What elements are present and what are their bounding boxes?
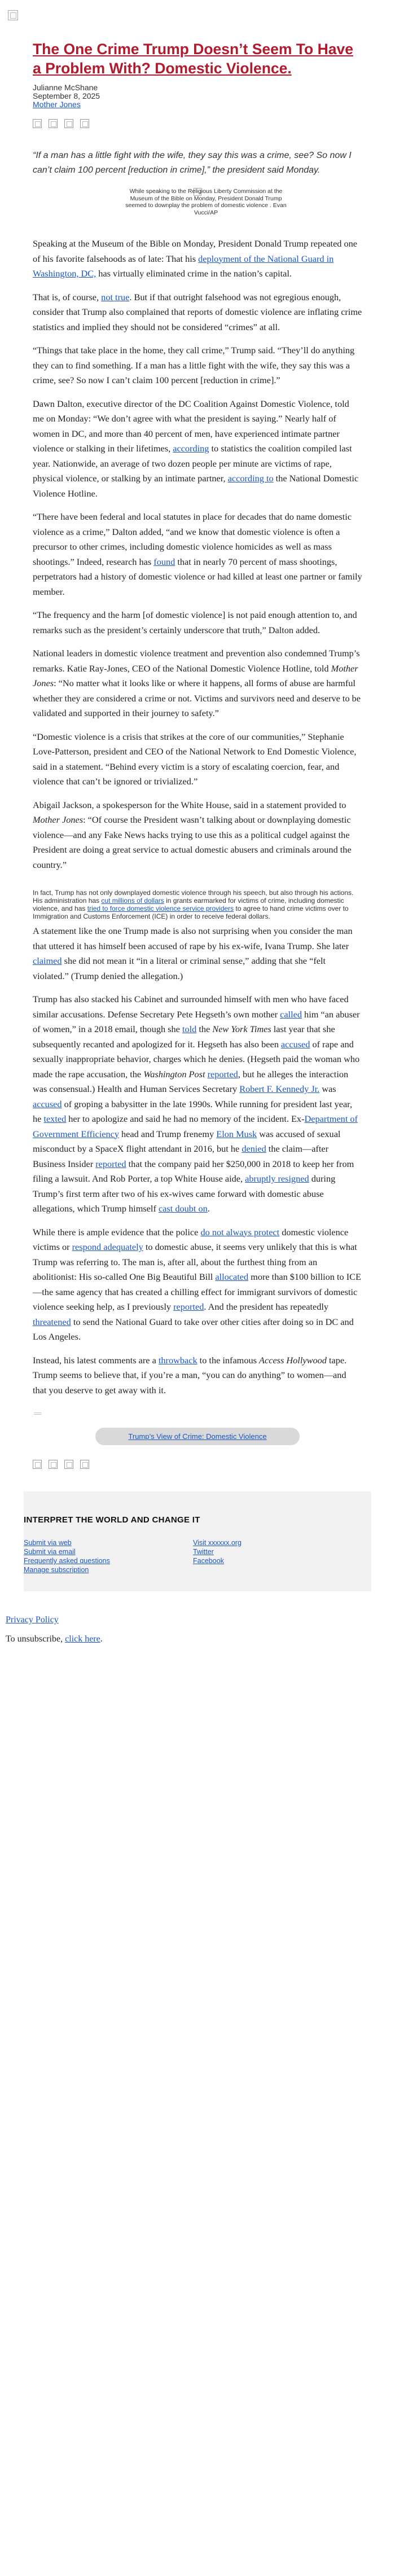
- footer-heading: INTERPRET THE WORLD AND CHANGE IT: [24, 1515, 200, 1525]
- unsubscribe-link[interactable]: click here: [65, 1634, 100, 1644]
- paragraph: “Domestic violence is a crisis that strikes at the core of our communities,” Stephanie Love-Patterson, president and CEO of the National Network to End Domestic Violence, said in a statement. “Behind every victim is a story of escalating coercion, fear, and violence that can’t be ignored or trivialized.”: [33, 731, 357, 787]
- link-not-true[interactable]: not true: [101, 291, 130, 302]
- facebook-icon[interactable]: [33, 119, 42, 128]
- email-icon[interactable]: [64, 119, 73, 128]
- link-elon-musk[interactable]: Elon Musk: [216, 1128, 257, 1139]
- footer-links: [24, 1538, 371, 1574]
- share-bar-bottom: [33, 1455, 362, 1491]
- paragraph: Trump has also stacked his Cabinet and surrounded himself with men who have faced similar accusations. Defense Secretary Pete Hegseth’s own mother called him “an abuser of women,” in a 2018 email, though she told the New York Times last year that she subsequently recanted and apologized for it. Hegseth has also been accused of rape and sexually inappropriate behavior, charges which he denies. (Hegseth paid the woman who made the rape accusation, the Washington Post reported, but he alleges the interaction was consensual.) Health and Human Services Secretary Robert F. Kennedy Jr. was accused of groping a babysitter in the late 1990s. While running for president last year, he texted her to apologize and said he had no memory of the incident. Ex-Department of Government Efficiency head and Trump frenemy Elon Musk was accused of sexual misconduct by a SpaceX flight attendant in 2016, but he denied the claim—after Business Insider reported that the company paid her $250,000 in 2018 to keep her from filing a lawsuit. And Rob Porter, a top White House aide, abruptly resigned during Trump’s first term after two of his ex-wives came forward with domestic abuse allegations, which Trump himself cast doubt on.: [33, 994, 360, 1214]
- link-respond-adequately[interactable]: respond adequately: [72, 1241, 143, 1252]
- article-dek: “If a man has a little fight with the wife, they say this was a crime, see? So now I can’t claim 100 percent [reduction in crime],” the president said Monday.: [33, 151, 352, 175]
- paragraph: “Things that take place in the home, they call crime,” Trump said. “They’ll do anything they can to find something. If a man has a little fight with the wife, they say this was a crime, see? So now I can’t claim 100 percent [reduction in crime].”: [33, 345, 355, 385]
- footer-link-faq[interactable]: Frequently asked questions: [24, 1557, 110, 1565]
- related-wrap: [33, 1416, 362, 1455]
- link-rfk[interactable]: Robert F. Kennedy Jr.: [239, 1083, 320, 1094]
- date: September 8, 2025: [33, 91, 100, 100]
- privacy-policy-link[interactable]: Privacy Policy: [6, 1615, 59, 1625]
- paragraph: A statement like the one Trump made is also not surprising when you consider the man that uttered it has himself been accused of rape by his ex-wife, Ivana Trump. She later claimed she did not mean it “in a literal or criminal sense,” adding that she “felt violated.” (Trump denied the allegation.): [33, 925, 353, 981]
- divider: ===: [34, 1411, 41, 1416]
- link-claimed[interactable]: claimed: [33, 955, 62, 966]
- link-tried-to-force[interactable]: tried to force domestic violence service providers: [87, 905, 234, 912]
- logo-icon[interactable]: [8, 10, 18, 20]
- paragraph: That is, of course, not true. But if that outright falsehood was not egregious enough, consider that Trump also complained that reports of domestic violence are inflating crime statistics and implied they should not be considered “crimes” at all.: [33, 291, 362, 332]
- footer-link-manage[interactable]: Manage subscription: [24, 1566, 89, 1574]
- paragraph: While there is ample evidence that the police do not always protect domestic violence victims or respond adequately to domestic abuse, it seems very unlikely that this is what Trump was referring to. The man is, after all, about the furthest thing from an abolitionist: His so-called One Big Beautiful Bill allocated more than $100 billion to ICE—the same agency that has created a chilling effect for immigrant survivors of domestic violence seeking help, as I previously reported. And the president has repeatedly threatened to send the National Guard to take over other cities after doing so in DC and Los Angeles.: [33, 1226, 361, 1342]
- unsubscribe-line: To unsubscribe, click here.: [6, 1634, 103, 1644]
- link-abruptly-resigned[interactable]: abruptly resigned: [245, 1173, 309, 1184]
- publication-link[interactable]: Mother Jones: [33, 100, 81, 109]
- editor-note: In fact, Trump has not only downplayed domestic violence through his speech, but also through his actions. His administration has cut millions of dollars in grants earmarked for victims of crime, including domestic violence, and has tried to force domestic violence service providers to agree to hand crime victims over to Immigration and Customs Enforcement (ICE) in order to receive federal dollars.: [33, 889, 354, 920]
- paragraph: National leaders in domestic violence treatment and prevention also condemned Trump’s remarks. Katie Ray-Jones, CEO of the National Domestic Violence Hotline, told Mother Jones: “No matter what it looks like or where it happens, all forms of abuse are harmful whether they are considered a crime or not. Victims and survivors need and deserve to be validated and supported in their journey to safety.”: [33, 648, 361, 718]
- link-denied[interactable]: denied: [242, 1143, 266, 1154]
- link-cut-millions[interactable]: cut millions of dollars: [101, 897, 164, 905]
- email-icon[interactable]: [64, 1460, 73, 1469]
- link-reported[interactable]: reported: [207, 1068, 238, 1079]
- paragraph: “The frequency and the harm [of domestic violence] is not paid enough attention to, and remarks such as the president’s certainly underscore that truth,” Dalton added.: [33, 609, 357, 635]
- link-cast-doubt[interactable]: cast doubt on: [158, 1203, 208, 1214]
- facebook-icon[interactable]: [33, 1460, 42, 1469]
- link-icon[interactable]: [80, 1460, 89, 1469]
- link-allocated[interactable]: allocated: [215, 1271, 249, 1282]
- header: [0, 0, 395, 27]
- newsletter-card: [24, 27, 371, 1591]
- link-reported-2[interactable]: reported: [95, 1158, 126, 1169]
- paragraph: Instead, his latest comments are a throwback to the infamous Access Hollywood tape. Trump seems to believe that, if you’re a man, “you can do anything” to women—and that you deserve to get away with it.: [33, 1354, 347, 1395]
- link-doge[interactable]: Department of Government Efficiency: [33, 1113, 358, 1139]
- article-title[interactable]: The One Crime Trump Doesn’t Seem To Have a Problem With? Domestic Violence.: [33, 41, 353, 77]
- link-accused-2[interactable]: accused: [33, 1098, 62, 1109]
- footer-link-visit[interactable]: Visit xxxxxx.org: [193, 1539, 242, 1547]
- paragraph: “There have been federal and local statutes in place for decades that do name domestic violence as a crime,” Dalton added, “and we know that domestic violence is often a precursor to other crimes, including domestic violence homicides as well as mass shootings.” Indeed, research has found that in nearly 70 percent of mass shootings, perpetrators had a history of domestic violence or had killed at least one partner or family member.: [33, 511, 362, 597]
- link-called[interactable]: called: [280, 1008, 302, 1020]
- link-throwback[interactable]: throwback: [158, 1354, 198, 1366]
- article-body: [33, 224, 362, 1398]
- paragraph: Abigail Jackson, a spokesperson for the White House, said in a statement provided to Mother Jones: “Of course the President wasn’t talking about or downplaying domestic violence—and any Fake News hacks trying to use this as a political cudgel against the President are doing a great service to actual domestic abusers and criminals around the country.”: [33, 799, 352, 870]
- link-national-guard[interactable]: deployment of the National Guard in Washington, DC,: [33, 253, 334, 279]
- footer-left-column: [24, 1538, 193, 1574]
- link-reported-3[interactable]: reported: [173, 1301, 204, 1312]
- paragraph: Speaking at the Museum of the Bible on Monday, President Donald Trump repeated one of his favorite falsehoods as of late: That his deployment of the National Guard in Washington, DC, has virtually eliminated crime in the nation’s capital.: [33, 238, 358, 279]
- related-button[interactable]: Trump’s View of Crime: Domestic Violence: [95, 1428, 299, 1445]
- post-footer: [0, 1591, 395, 1647]
- link-told[interactable]: told: [182, 1024, 197, 1034]
- byline: [33, 84, 362, 109]
- image-caption: While speaking to the Religious Liberty Commission at the Museum of the Bible on Monday, President Donald Trump seemed to downplay the problem of domestic violence . Evan Vucci/AP: [125, 188, 287, 216]
- link-accused[interactable]: accused: [280, 1038, 310, 1050]
- footer-link-submit-email[interactable]: Submit via email: [24, 1548, 76, 1556]
- twitter-icon[interactable]: [49, 1460, 58, 1469]
- twitter-icon[interactable]: [49, 119, 58, 128]
- link-according[interactable]: according: [173, 443, 209, 454]
- footer-link-submit-web[interactable]: Submit via web: [24, 1539, 72, 1547]
- footer: [24, 1491, 371, 1574]
- article: [24, 27, 371, 1491]
- footer-link-twitter[interactable]: Twitter: [193, 1548, 214, 1556]
- link-found[interactable]: found: [153, 556, 175, 567]
- footer-right-column: [193, 1538, 362, 1574]
- article-figure: [33, 186, 362, 224]
- link-according-to[interactable]: according to: [227, 473, 274, 484]
- author: Julianne McShane: [33, 83, 98, 92]
- link-threatened[interactable]: threatened: [33, 1316, 71, 1327]
- link-do-not-always-protect[interactable]: do not always protect: [200, 1226, 280, 1237]
- footer-link-facebook[interactable]: Facebook: [193, 1557, 224, 1565]
- link-icon[interactable]: [80, 119, 89, 128]
- share-bar: [33, 109, 362, 136]
- link-texted[interactable]: texted: [43, 1113, 67, 1124]
- paragraph: Dawn Dalton, executive director of the DC Coalition Against Domestic Violence, told me on Monday: “We don’t agree with what the president is saying.” Nearly half of women in DC, and more than 40 percent of men, have experienced intimate partner violence or stalking in their lifetimes, according to statistics the coalition compiled last year. Nationwide, an average of two dozen people per minute are victims of rape, physical violence, or stalking by an intimate partner, according to the National Domestic Violence Hotline.: [33, 398, 359, 499]
